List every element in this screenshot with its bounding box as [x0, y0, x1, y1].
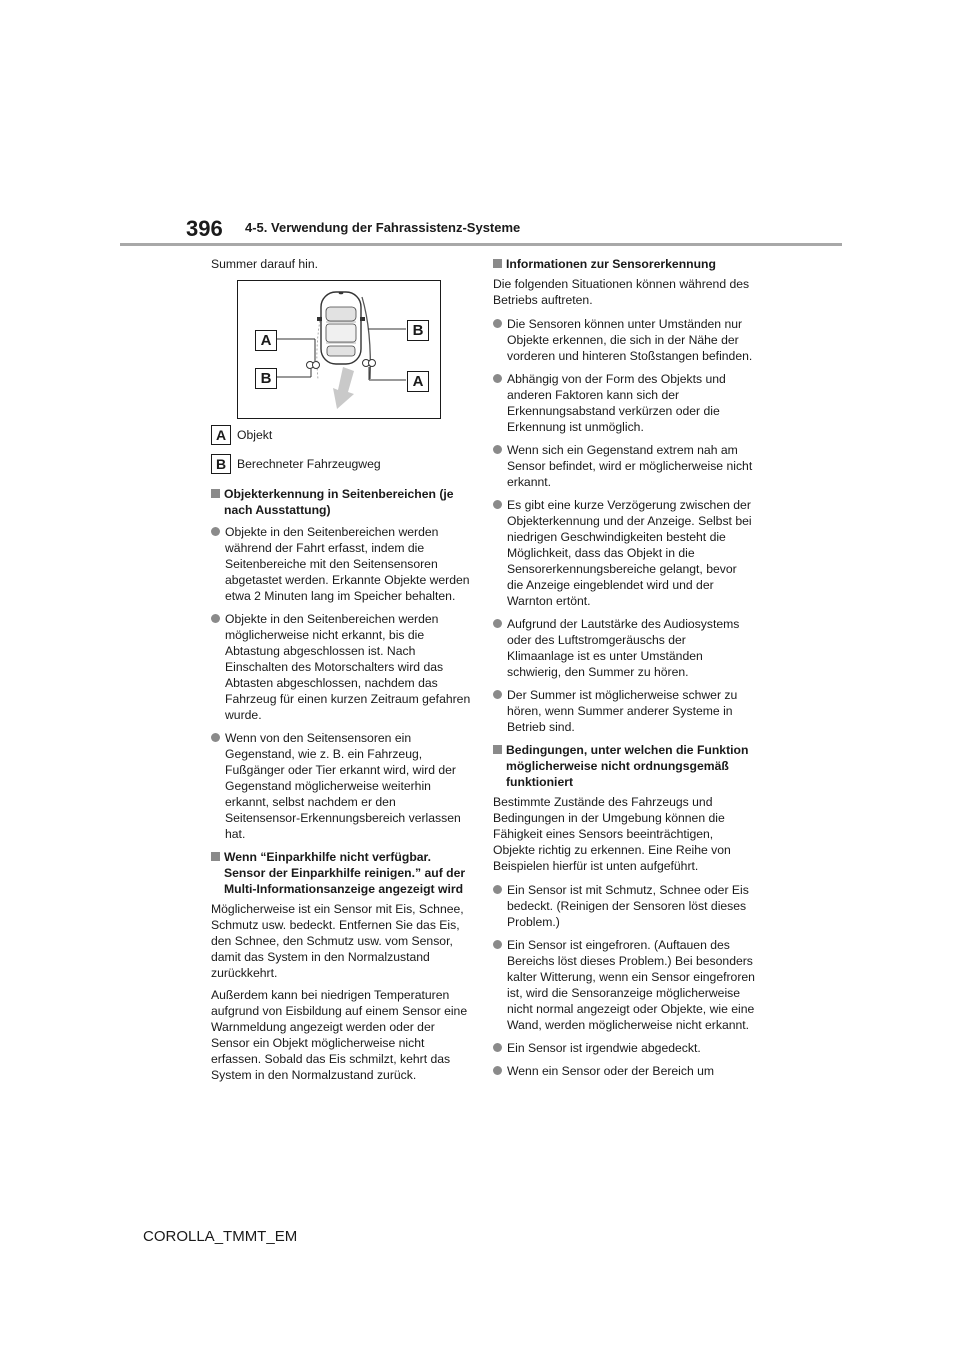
square-bullet-icon	[211, 852, 220, 861]
list-item: Ein Sensor ist mit Schmutz, Schnee oder Eis bedeckt. (Reinigen der Sensoren löst dieses Problem.)	[493, 882, 755, 930]
list-item: Wenn von den Seitensensoren ein Gegenstand, wie z. B. ein Fahrzeug, Fußgänger oder Tier erkannt wird, wird der Gegenstand möglicherweise weiterhin erkannt, selbst nachdem er den Seitensensor-Erkennungsbereich verlassen hat.	[211, 730, 473, 842]
label-a-right: A	[407, 371, 429, 392]
legend-key-a: A	[211, 425, 231, 445]
legend-item-b	[211, 454, 473, 474]
section-heading: Objekterkennung in Seitenbereichen (je nach Ausstattung)	[211, 486, 473, 518]
right-column	[493, 256, 755, 1086]
bullet-icon	[493, 319, 502, 328]
list-item: Objekte in den Seitenbereichen werden während der Fahrt erfasst, indem die Seitenbereiche mit den Seitensensoren abgetastet werden. Erkannte Objekte werden etwa 2 Minuten lang im Speicher behalten.	[211, 524, 473, 604]
bullet-icon	[493, 445, 502, 454]
bullet-icon	[493, 374, 502, 383]
parking-sensor-diagram	[237, 280, 441, 419]
left-column	[211, 256, 473, 1089]
bullet-icon	[493, 690, 502, 699]
square-bullet-icon	[493, 745, 502, 754]
legend-key-b: B	[211, 454, 231, 474]
list-item: Aufgrund der Lautstärke des Audiosystems oder des Luftstromgeräuschs der Klimaanlage ist es unter Umständen schwierig, den Summer zu hören.	[493, 616, 755, 680]
bullet-icon	[211, 733, 220, 742]
bullet-icon	[211, 527, 220, 536]
list-item: Die Sensoren können unter Umständen nur Objekte erkennen, die sich in der Nähe der vorderen und hinteren Stoßstangen befinden.	[493, 316, 755, 364]
bullet-icon	[493, 885, 502, 894]
bullet-icon	[493, 1066, 502, 1075]
square-bullet-icon	[211, 489, 220, 498]
list-item: Ein Sensor ist irgendwie abgedeckt.	[493, 1040, 755, 1056]
footer-document-code: COROLLA_TMMT_EM	[143, 1228, 298, 1245]
bullet-icon	[211, 614, 220, 623]
page-number: 396	[186, 216, 223, 241]
list-item: Wenn ein Sensor oder der Bereich um	[493, 1063, 755, 1079]
section-heading: Informationen zur Sensorerkennung	[493, 256, 755, 272]
label-a-left: A	[255, 330, 277, 351]
bullet-icon	[493, 1043, 502, 1052]
legend-text-a: Objekt	[237, 428, 273, 442]
intro-text: Summer darauf hin.	[211, 257, 319, 271]
list-item: Es gibt eine kurze Verzögerung zwischen der Objekterkennung und der Anzeige. Selbst bei niedrigen Geschwindigkeiten besteht die Möglichkeit, dass das Objekt in die Sensorerkennungsbereiche gelangt, bevor die Anzeige eingeblendet wird und der Warnton ertönt.	[493, 497, 755, 609]
list-item: Wenn sich ein Gegenstand extrem nah am Sensor befindet, wird er möglicherweise nicht erkannt.	[493, 442, 755, 490]
list-item: Abhängig von der Form des Objekts und anderen Faktoren kann sich der Erkennungsabstand verkürzen oder die Erkennung ist unmöglich.	[493, 371, 755, 435]
square-bullet-icon	[493, 259, 502, 268]
paragraph: Bestimmte Zustände des Fahrzeugs und Bedingungen in der Umgebung können die Fähigkeit eines Sensors beeinträchtigen, Objekte richtig zu erkennen. Eine Reihe von Beispielen hierfür ist unten aufgeführt.	[493, 795, 731, 873]
paragraph: Die folgenden Situationen können während des Betriebs auftreten.	[493, 277, 750, 307]
list-item: Objekte in den Seitenbereichen werden möglicherweise nicht erkannt, bis die Abtastung abgeschlossen ist. Nach Einschalten des Motorschalters wird das Abtasten abgeschlossen, nachdem das Fahrzeug für einen kurzen Zeitraum gefahren wurde.	[211, 611, 473, 723]
bullet-icon	[493, 500, 502, 509]
section-heading: Bedingungen, unter welchen die Funktion möglicherweise nicht ordnungsgemäß funktioniert	[493, 742, 755, 790]
section-heading: Wenn “Einparkhilfe nicht verfügbar. Sensor der Einparkhilfe reinigen.” auf der Multi-Informationsanzeige angezeigt wird	[211, 849, 473, 897]
legend-text-b: Berechneter Fahrzeugweg	[237, 457, 381, 471]
bullet-icon	[493, 619, 502, 628]
paragraph: Außerdem kann bei niedrigen Temperaturen aufgrund von Eisbildung auf einem Sensor eine Warnmeldung angezeigt werden oder der Sensor ein Objekt möglicherweise nicht erfassen. Sobald das Eis schmilzt, kehrt das System in den Normalzustand zurück.	[211, 988, 468, 1082]
paragraph: Möglicherweise ist ein Sensor mit Eis, Schnee, Schmutz usw. bedeckt. Entfernen Sie das Eis, den Schnee, den Schmutz usw. vom Sensor, damit das System in den Normalzustand zurückkehrt.	[211, 902, 464, 980]
label-b-right: B	[407, 320, 429, 341]
bullet-icon	[493, 940, 502, 949]
section-title: 4-5. Verwendung der Fahrassistenz-Systeme	[245, 220, 521, 235]
header-rule	[120, 243, 842, 246]
legend-item-a	[211, 425, 473, 445]
label-b-left: B	[255, 368, 277, 389]
list-item: Der Summer ist möglicherweise schwer zu hören, wenn Summer anderer Systeme in Betrieb sind.	[493, 687, 755, 735]
list-item: Ein Sensor ist eingefroren. (Auftauen des Bereichs löst dieses Problem.) Bei besonders kalter Witterung, wenn ein Sensor eingefroren ist, wird die Sensoranzeige möglicherweise nicht normal angezeigt oder Objekte, wie eine Wand, werden möglicherweise nicht erkannt.	[493, 937, 755, 1033]
